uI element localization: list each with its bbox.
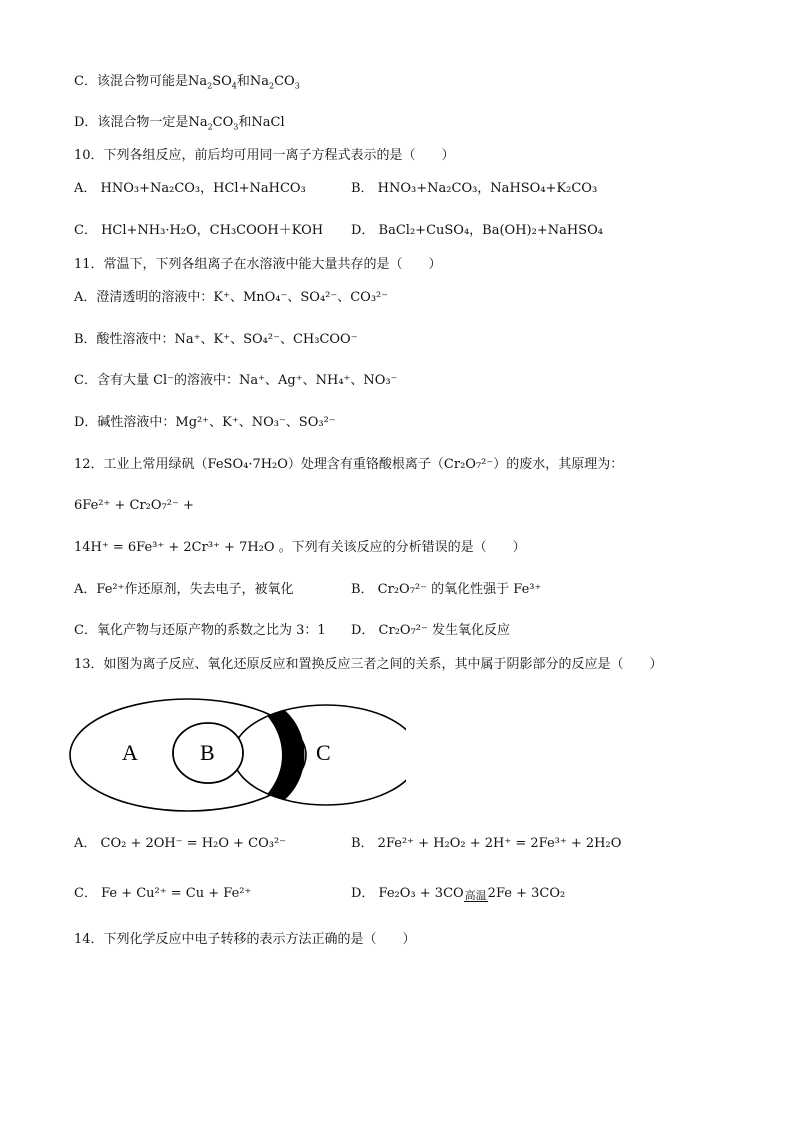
q12-equation-2: 14H⁺ = 6Fe³⁺ + 2Cr³⁺ + 7H₂O 。下列有关该反应的分析错误的是（ ） [74,540,526,555]
q12-option-b: B． Cr₂O₇²⁻ 的氧化性强于 Fe³⁺ [351,582,542,597]
q13-option-a: A． CO₂ + 2OH⁻ = H₂O + CO₃²⁻ [74,836,287,851]
venn-label-b: B [200,740,215,765]
q10-option-a: A． HNO₃+Na₂CO₃，HCl+NaHCO₃ [74,181,306,196]
q12-option-c: C．氧化产物与还原产物的系数之比为 3：1 [74,623,326,638]
q10-option-c: C． HCl+NH₃·H₂O，CH₃COOH＋KOH [74,223,324,238]
q11-option-c: C．含有大量 Cl⁻的溶液中：Na⁺、Ag⁺、NH₄⁺、NO₃⁻ [74,373,398,388]
venn-label-a: A [122,740,138,765]
q13-option-d: D． Fe₂O₃ + 3CO 高温 2Fe + 3CO₂ [351,886,566,902]
q12-option-d: D． Cr₂O₇²⁻ 发生氧化反应 [351,623,511,638]
q12-option-a: A．Fe²⁺作还原剂，失去电子，被氧化 [74,582,294,597]
q10-option-b: B． HNO₃+Na₂CO₃，NaHSO₄+K₂CO₃ [351,181,598,196]
venn-label-c: C [316,740,331,765]
q12-stem: 12．工业上常用绿矾（FeSO₄·7H₂O）处理含有重铬酸根离子（Cr₂O₇²⁻）的废水，其原理为： [74,457,624,472]
reaction-condition: 高温 [464,889,487,902]
venn-diagram [66,692,406,818]
q12-equation-1: 6Fe²⁺ + Cr₂O₇²⁻ + [74,498,194,513]
q13-stem: 13．如图为离子反应、氧化还原反应和置换反应三者之间的关系，其中属于阴影部分的反应是（ ） [74,657,663,672]
q13-option-c: C． Fe + Cu²⁺ = Cu + Fe²⁺ [74,886,252,901]
q11-option-a: A．澄清透明的溶液中：K⁺、MnO₄⁻、SO₄²⁻、CO₃²⁻ [74,290,389,305]
q10-stem: 10．下列各组反应，前后均可用同一离子方程式表示的是（ ） [74,148,455,163]
q11-option-d: D．碱性溶液中：Mg²⁺、K⁺、NO₃⁻、SO₃²⁻ [74,415,336,430]
q9-option-c: C．该混合物可能是$Na_2SO_4$和$Na_2CO_3$ [74,74,300,91]
q14-stem: 14．下列化学反应中电子转移的表示方法正确的是（ ） [74,932,416,947]
q11-option-b: B．酸性溶液中：Na⁺、K⁺、SO₄²⁻、CH₃COO⁻ [74,332,358,347]
q10-option-d: D． BaCl₂+CuSO₄，Ba(OH)₂+NaHSO₄ [351,223,603,238]
q13-option-b: B． 2Fe²⁺ + H₂O₂ + 2H⁺ = 2Fe³⁺ + 2H₂O [351,836,622,851]
q9-option-d: D．该混合物一定是$Na_2CO_3$和NaCl [74,115,285,132]
venn-shaded-region [240,695,305,815]
q11-stem: 11．常温下，下列各组离子在水溶液中能大量共存的是（ ） [74,257,442,272]
